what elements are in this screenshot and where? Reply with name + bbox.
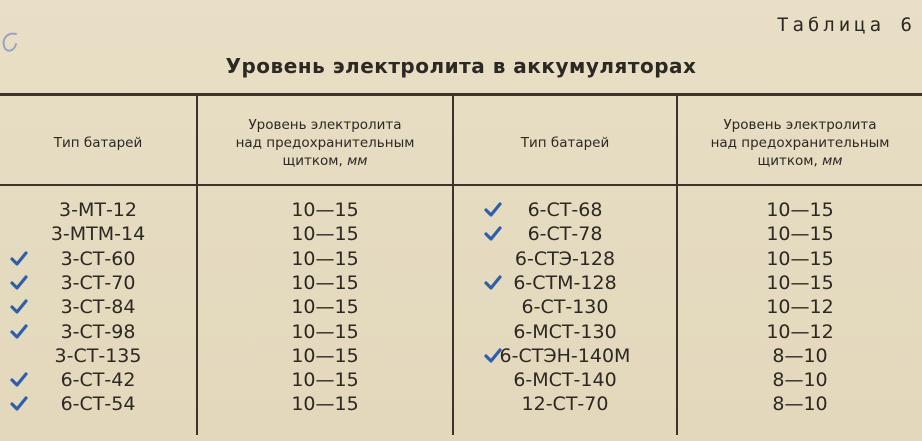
battery-type-cell: 6-СТ-42 (60, 369, 136, 392)
battery-type-cell: 6-СТ-78 (527, 223, 603, 246)
battery-type-cell: 6-СТМ-128 (513, 271, 617, 294)
electrolyte-level-cell: 10—15 (766, 247, 834, 270)
electrolyte-level-cell: 10—15 (291, 393, 359, 416)
check-mark-icon (10, 275, 28, 291)
battery-type-cell: 6-МСТ-140 (513, 369, 617, 392)
header-rule (0, 184, 922, 186)
electrolyte-level-cell: 10—15 (766, 199, 834, 221)
electrolyte-level-cell: 10—15 (291, 247, 359, 270)
check-mark-icon (10, 251, 28, 267)
electrolyte-level-cell: 10—12 (766, 320, 834, 343)
electrolyte-level-cell: 10—15 (291, 223, 359, 246)
electrolyte-level-cell: 10—12 (766, 296, 834, 319)
battery-type-cell: 6-СТ-68 (527, 199, 603, 221)
check-mark-icon (484, 226, 502, 242)
check-mark-icon (10, 299, 28, 315)
battery-type-cell: 3-МТ-12 (59, 199, 137, 221)
battery-type-cell: 6-СТЭН-140М (499, 344, 631, 367)
electrolyte-level-cell: 10—15 (291, 199, 359, 221)
check-mark-icon (484, 275, 502, 291)
battery-type-cell: 6-МСТ-130 (513, 320, 617, 343)
battery-type-cell: 3-СТ-135 (54, 344, 142, 367)
electrolyte-level-cell: 8—10 (772, 369, 828, 392)
table-label: Таблица 6 (777, 14, 916, 36)
electrolyte-level-cell: 10—15 (291, 344, 359, 367)
battery-type-cell: 6-СТ-54 (60, 393, 136, 416)
check-mark-icon (10, 324, 28, 340)
electrolyte-level-cell: 10—15 (291, 271, 359, 294)
header-level-right: Уровень электролита над предохранительным щитком, мм (710, 117, 890, 169)
table-title: Уровень электролита в аккумуляторах (225, 54, 697, 78)
battery-type-cell: 3-СТ-60 (60, 247, 136, 270)
battery-type-cell: 3-СТ-98 (60, 320, 136, 343)
pencil-circle-mark (0, 30, 22, 56)
electrolyte-level-cell: 10—15 (291, 369, 359, 392)
battery-type-cell: 12-СТ-70 (521, 393, 609, 416)
battery-type-cell: 3-СТ-84 (60, 296, 136, 319)
top-rule (0, 93, 922, 96)
electrolyte-level-cell: 8—10 (772, 393, 828, 416)
header-type-right: Тип батарей (520, 135, 610, 151)
battery-type-cell: 6-СТЭ-128 (514, 247, 616, 270)
check-mark-icon (10, 396, 28, 412)
battery-type-cell: 3-СТ-70 (60, 271, 136, 294)
electrolyte-level-cell: 10—15 (291, 296, 359, 319)
header-level-left: Уровень электролита над предохранительным щитком, мм (235, 117, 415, 169)
electrolyte-level-cell: 10—15 (291, 320, 359, 343)
electrolyte-level-cell: 8—10 (772, 344, 828, 367)
check-mark-icon (10, 372, 28, 388)
electrolyte-level-cell: 10—15 (766, 223, 834, 246)
header-type-left: Тип батарей (53, 135, 143, 151)
check-mark-icon (484, 202, 502, 218)
electrolyte-level-cell: 10—15 (766, 271, 834, 294)
battery-type-cell: 3-МТМ-14 (50, 223, 146, 246)
battery-type-cell: 6-СТ-130 (521, 296, 609, 319)
check-mark-icon (484, 348, 502, 364)
